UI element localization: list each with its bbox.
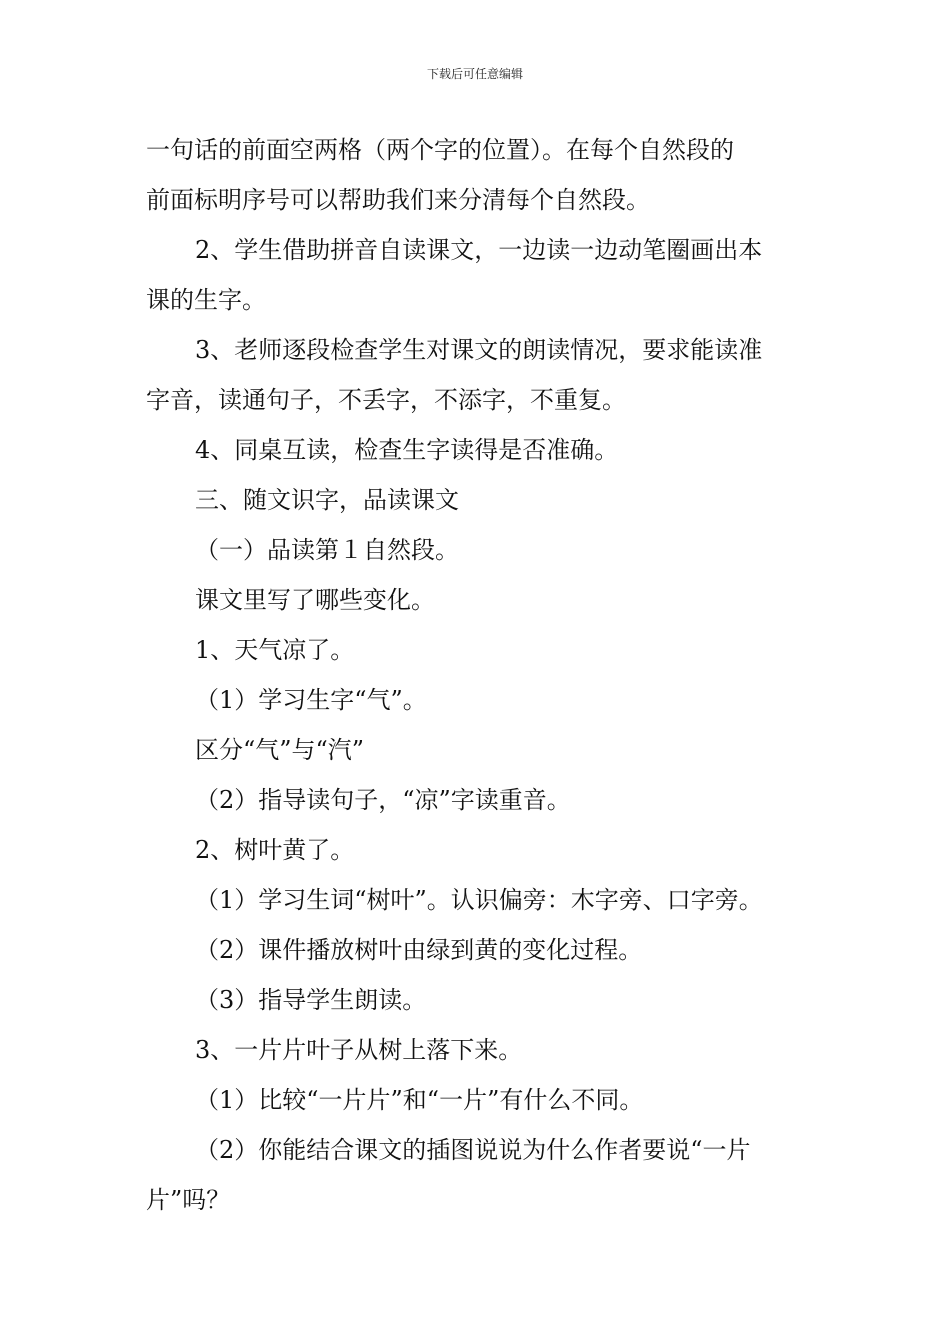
text-line: （1）学习生字“气”。 bbox=[195, 686, 427, 714]
text-line: （1）学习生词“树叶”。认识偏旁：木字旁、口字旁。 bbox=[195, 886, 763, 914]
text-line: （2）指导读句子，“凉”字读重音。 bbox=[195, 786, 571, 814]
section-heading: 三、随文识字，品读课文 bbox=[195, 486, 459, 514]
text-line: 1、天气凉了。 bbox=[195, 636, 355, 664]
text-line: 字音，读通句子，不丢字，不添字，不重复。 bbox=[146, 386, 626, 414]
text-line: 4、同桌互读，检查生字读得是否准确。 bbox=[195, 436, 619, 464]
text-line: 前面标明序号可以帮助我们来分清每个自然段。 bbox=[146, 186, 650, 214]
subsection-heading: （一）品读第１自然段。 bbox=[195, 536, 459, 564]
text-line: 课的生字。 bbox=[146, 286, 266, 314]
text-line: 2、学生借助拼音自读课文，一边读一边动笔圈画出本 bbox=[195, 236, 763, 264]
page-header: 下载后可任意编辑 bbox=[426, 67, 523, 81]
text-line: 2、树叶黄了。 bbox=[195, 836, 355, 864]
text-line: 3、一片片叶子从树上落下来。 bbox=[195, 1036, 523, 1064]
document-body bbox=[146, 125, 816, 1225]
text-line: （2）你能结合课文的插图说说为什么作者要说“一片 bbox=[195, 1136, 751, 1164]
text-line: （2）课件播放树叶由绿到黄的变化过程。 bbox=[195, 936, 643, 964]
text-line: 一句话的前面空两格（两个字的位置）。在每个自然段的 bbox=[146, 136, 734, 164]
text-line: 区分“气”与“汽” bbox=[195, 736, 365, 764]
text-line: 片”吗？ bbox=[146, 1186, 231, 1214]
text-line: 课文里写了哪些变化。 bbox=[195, 586, 435, 614]
text-line: 3、老师逐段检查学生对课文的朗读情况，要求能读准 bbox=[195, 336, 763, 364]
text-line: （3）指导学生朗读。 bbox=[195, 986, 427, 1014]
text-line: （1）比较“一片片”和“一片”有什么不同。 bbox=[195, 1086, 644, 1114]
